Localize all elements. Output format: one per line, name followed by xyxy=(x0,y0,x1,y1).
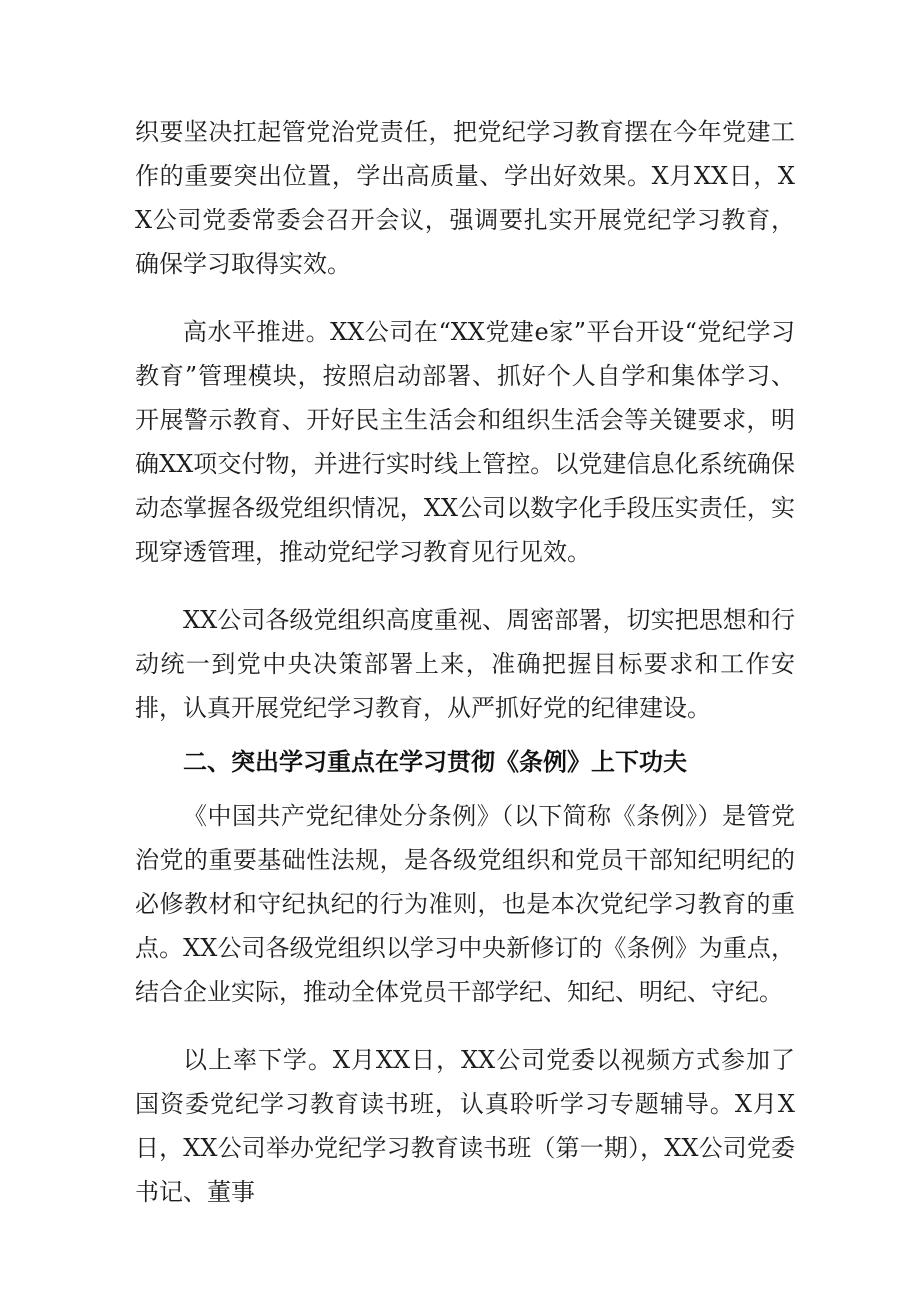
paragraph-regulations: 《中国共产党纪律处分条例》（以下简称《条例》）是管党治党的重要基础性法规，是各级党组织和党员干部知纪明纪的必修教材和守纪执纪的行为准则，也是本次党纪学习教育的重点。XX公司各级党组织以学习中央新修订的《条例》为重点，结合企业实际，推动全体党员干部学纪、知纪、明纪、守纪。 xyxy=(135,802,795,1006)
paragraph-high-level-promotion: 高水平推进。XX公司在“XX党建e家”平台开设“党纪学习教育”管理模块，按照启动部署、抓好个人自学和集体学习、开展警示教育、开好民主生活会和组织生活会等关键要求，明确XX项交付物，并进行实时线上管控。以党建信息化系统确保动态掌握各级党组织情况，XX公司以数字化手段压实责任，实现穿透管理，推动党纪学习教育见行见效。 xyxy=(135,318,795,566)
paragraph-group-top xyxy=(135,110,795,730)
paragraph-deployment: XX公司各级党组织高度重视、周密部署，切实把思想和行动统一到党中央决策部署上来，准确把握目标要求和工作安排，认真开展党纪学习教育，从严抓好党的纪律建设。 xyxy=(135,606,795,722)
paragraph-lead-by-example: 以上率下学。X月XX日，XX公司党委以视频方式参加了国资委党纪学习教育读书班，认真聆听学习专题辅导。X月X日，XX公司举办党纪学习教育读书班（第一期），XX公司党委书记、董事 xyxy=(135,1046,795,1206)
paragraph-group-bottom xyxy=(135,794,795,1214)
paragraph-continuation: 织要坚决扛起管党治党责任，把党纪学习教育摆在今年党建工作的重要突出位置，学出高质量、学出好效果。X月XX日，XX公司党委常委会召开会议，强调要扎实开展党纪学习教育，确保学习取得实效。 xyxy=(135,118,795,278)
section-heading: 二、突出学习重点在学习贯彻《条例》上下功夫 xyxy=(183,748,687,776)
